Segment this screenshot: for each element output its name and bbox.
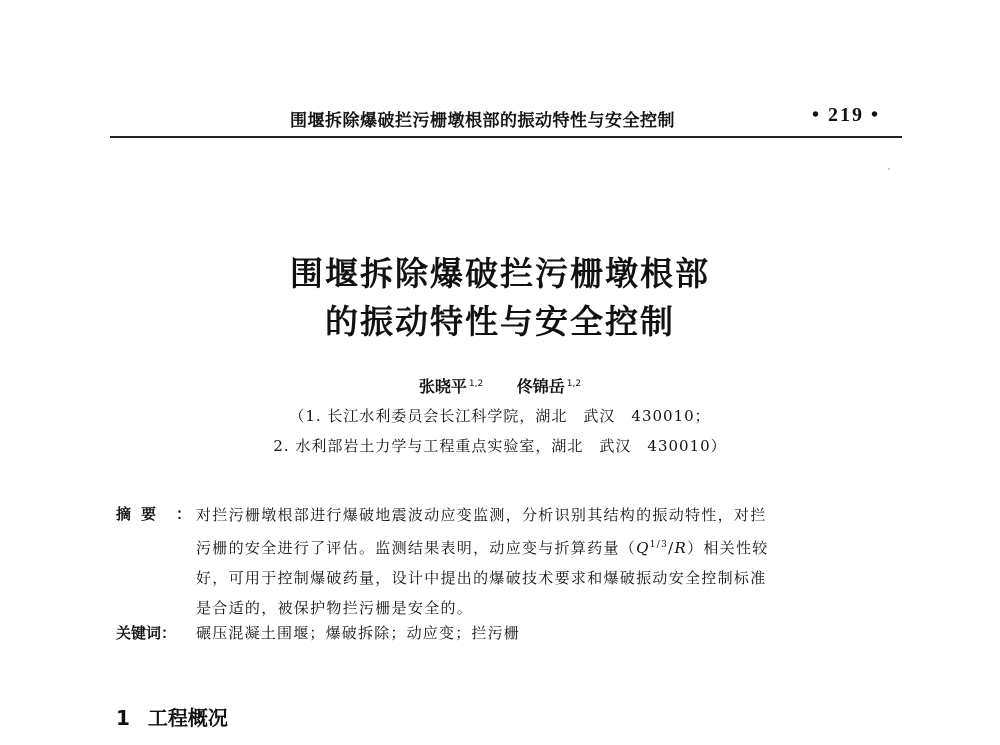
author-name: 张晓平 <box>418 377 467 396</box>
author <box>517 377 581 396</box>
author-name: 佟锦岳 <box>516 377 565 396</box>
abstract-line: 对拦污栅墩根部进行爆破地震波动应变监测，分析识别其结构的振动特性，对拦 <box>196 506 767 524</box>
paper-title-line-1: 围堰拆除爆破拦污栅墩根部 <box>290 254 710 293</box>
running-title: 围堰拆除爆破拦污栅墩根部的振动特性与安全控制 <box>290 111 675 131</box>
keywords-label: 关键词： <box>116 624 177 642</box>
page-number: • 219 • <box>811 104 880 126</box>
affiliation-line-2: 2. 水利部岩土力学与工程重点实验室，湖北 武汉 430010） <box>273 437 727 455</box>
author-list <box>0 374 1000 397</box>
section-heading <box>116 702 228 731</box>
abstract-colon: ： <box>176 505 192 523</box>
author <box>419 377 483 396</box>
section-title: 工程概况 <box>147 706 228 730</box>
speck <box>888 168 890 170</box>
abstract-body <box>196 500 906 623</box>
section-number: 1 <box>116 706 130 730</box>
abstract-line: 是合适的，被保护物拦污栅是安全的。 <box>196 599 474 617</box>
paper-title-line-2: 的振动特性与安全控制 <box>325 302 675 341</box>
author-affiliation-mark: 1,2 <box>468 378 484 389</box>
running-header <box>110 100 902 138</box>
abstract-line: 污栅的安全进行了评估。监测结果表明，动应变与折算药量$(Q^{1/3}/R)$相关性较 <box>196 539 769 557</box>
keywords-text: 碾压混凝土围堰；爆破拆除；动应变；拦污栅 <box>196 624 521 642</box>
affiliation-line-1: （1. 长江水利委员会长江科学院，湖北 武汉 430010； <box>289 407 711 425</box>
abstract-line: 好，可用于控制爆破药量，设计中提出的爆破技术要求和爆破振动安全控制标准 <box>196 569 767 587</box>
abstract-label: 摘要 <box>116 505 167 523</box>
author-affiliation-mark: 1,2 <box>566 378 582 389</box>
